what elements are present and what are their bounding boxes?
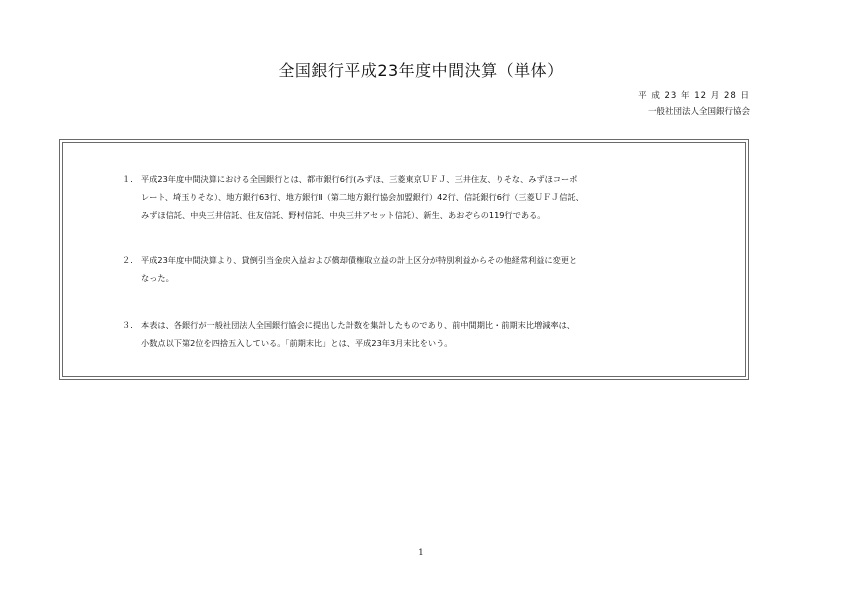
publication-date: 平 成 23 年 12 月 28 日 [638,91,750,101]
note-line: みずほ信託、中央三井信託、住友信託、野村信託、中央三井アセット信託）、新生、あおぞらの119行である。 [141,210,546,220]
notes-box [59,139,749,380]
note-line: 本表は、各銀行が一般社団法人全国銀行協会に提出した計数を集計したものであり、前中間期比・前期末比増減率は、 [141,320,575,330]
note-number: ２. [122,255,133,265]
note-line: 平成23年度中間決算より、貸倒引当金戻入益および償却債権取立益の計上区分が特別利益からその他経常利益に変更と [141,255,578,265]
note-item [122,251,722,287]
page-title: 全国銀行平成23年度中間決算（単体） [278,61,564,80]
organization-name: 一般社団法人全国銀行協会 [647,107,750,117]
note-number: ３. [122,320,133,330]
note-item [122,316,722,352]
note-line: 小数点以下第2位を四捨五入している。「前期末比」とは、平成23年3月末比をいう。 [141,338,453,348]
page-number: 1 [418,548,424,558]
note-number: １. [122,174,133,184]
note-line: なった。 [141,273,174,283]
note-line: レート、埼玉りそな）、地方銀行63行、地方銀行Ⅱ（第二地方銀行協会加盟銀行）42行、信託銀行6行（三菱ＵＦＪ信託、 [141,192,584,202]
note-line: 平成23年度中間決算における全国銀行とは、都市銀行6行(みずほ、三菱東京ＵＦＪ、三井住友、りそな、みずほコーポ [141,174,578,184]
note-item [122,170,722,224]
